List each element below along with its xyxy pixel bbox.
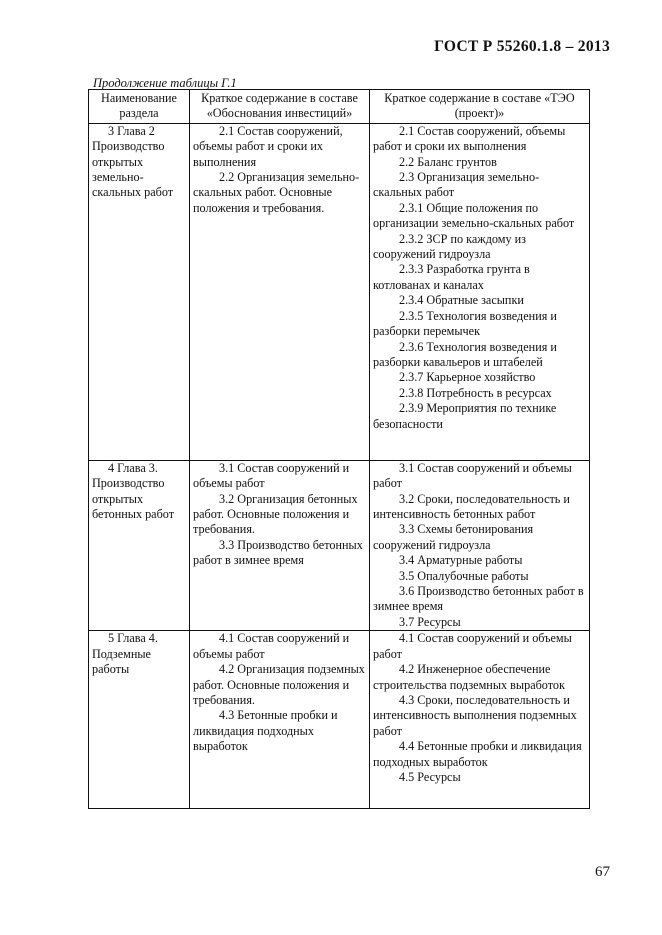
content-item: 2.3.3 Разработка грунта в котлованах и каналах	[373, 262, 530, 292]
section-name-line: Производство	[92, 139, 165, 154]
section-name-line: открытых	[92, 491, 144, 506]
content-item: 4.4 Бетонные пробки и ликвидация подходных выработок	[373, 739, 582, 769]
project-content-cell	[370, 460, 590, 630]
column-header-investment: Краткое содержание в составе «Обоснования инвестиций»	[190, 90, 370, 124]
table-row	[89, 631, 590, 809]
content-item: 2.3.2 ЗСР по каждому из сооружений гидроузла	[373, 231, 526, 262]
investment-content-cell	[190, 631, 370, 809]
section-name-line: 4 Глава 3.	[108, 460, 158, 475]
section-name-line: работы	[92, 662, 130, 677]
section-name-line: бетонных работ	[92, 507, 175, 522]
content-item: 4.3 Бетонные пробки и ликвидация подходных выработок	[193, 708, 338, 754]
table-caption: Продолжение таблицы Г.1	[93, 76, 237, 90]
section-name-cell	[89, 631, 190, 809]
content-item: 2.1 Состав сооружений, объемы работ и сроки их выполнения	[373, 123, 566, 154]
section-name-cell	[89, 123, 190, 460]
content-item: 2.1 Состав сооружений, объемы работ и сроки их выполнения	[193, 123, 343, 169]
content-table	[88, 89, 590, 809]
column-header-project: Краткое содержание в составе «ТЭО (проект)»	[370, 90, 590, 124]
project-content-cell	[370, 123, 590, 460]
content-item: 3.5 Опалубочные работы	[399, 568, 529, 583]
section-name-line: Подземные	[92, 646, 151, 661]
content-item: 2.3.9 Мероприятия по технике безопасности	[373, 401, 557, 431]
content-item: 2.3.4 Обратные засыпки	[399, 293, 524, 308]
table-header-row	[89, 90, 590, 124]
content-item: 3.4 Арматурные работы	[399, 553, 523, 568]
section-name-line: 5 Глава 4.	[108, 631, 158, 646]
content-item: 4.5 Ресурсы	[399, 769, 461, 784]
content-item: 2.3.6 Технология возведения и разборки кавальеров и штабелей	[373, 339, 557, 369]
content-item: 4.2 Инженерное обеспечение строительства подземных выработок	[373, 662, 565, 692]
table-row	[89, 123, 590, 460]
content-item: 4.2 Организация подземных работ. Основные положения и требования.	[193, 662, 365, 707]
column-header-section-name: Наименование раздела	[89, 90, 190, 124]
content-item: 2.2 Баланс грунтов	[399, 154, 497, 169]
content-item: 3.3 Схемы бетонирования сооружений гидроузла	[373, 522, 534, 552]
section-name-line: земельно-	[92, 170, 144, 185]
page-number: 67	[595, 864, 610, 880]
content-item: 3.6 Производство бетонных работ в зимнее время	[373, 584, 584, 614]
content-item: 2.3.1 Общие положения по организации земельно-скальных работ	[373, 200, 575, 231]
section-name-cell	[89, 460, 190, 630]
content-item: 2.3 Организация земельно-скальных работ	[373, 170, 540, 200]
content-item: 3.1 Состав сооружений и объемы работ	[193, 460, 350, 491]
content-item: 4.1 Состав сооружений и объемы работ	[193, 631, 350, 661]
content-item: 2.3.5 Технология возведения и разборки перемычек	[373, 308, 557, 339]
content-item: 2.2 Организация земельно-скальных работ. Основные положения и требования.	[193, 170, 360, 215]
investment-content-cell	[190, 460, 370, 630]
table-row	[89, 460, 590, 630]
content-item: 2.3.7 Карьерное хозяйство	[399, 370, 536, 385]
content-item: 3.2 Сроки, последовательность и интенсивность бетонных работ	[373, 491, 570, 522]
project-content-cell	[370, 631, 590, 809]
content-item: 4.1 Состав сооружений и объемы работ	[373, 631, 572, 661]
investment-content-cell	[190, 123, 370, 460]
section-name-line: Производство	[92, 476, 165, 491]
section-name-line: скальных работ	[92, 185, 174, 200]
content-item: 3.3 Производство бетонных работ в зимнее время	[193, 537, 363, 568]
content-item: 2.3.8 Потребность в ресурсах	[399, 385, 552, 400]
section-name-line: 3 Глава 2	[108, 123, 155, 138]
document-header: ГОСТ Р 55260.1.8 – 2013	[434, 38, 610, 55]
content-item: 3.1 Состав сооружений и объемы работ	[373, 460, 572, 491]
content-item: 3.2 Организация бетонных работ. Основные положения и требования.	[193, 491, 358, 537]
section-name-line: открытых	[92, 154, 144, 169]
content-item: 3.7 Ресурсы	[399, 614, 461, 629]
content-item: 4.3 Сроки, последовательность и интенсивность выполнения подземных работ	[373, 692, 577, 738]
